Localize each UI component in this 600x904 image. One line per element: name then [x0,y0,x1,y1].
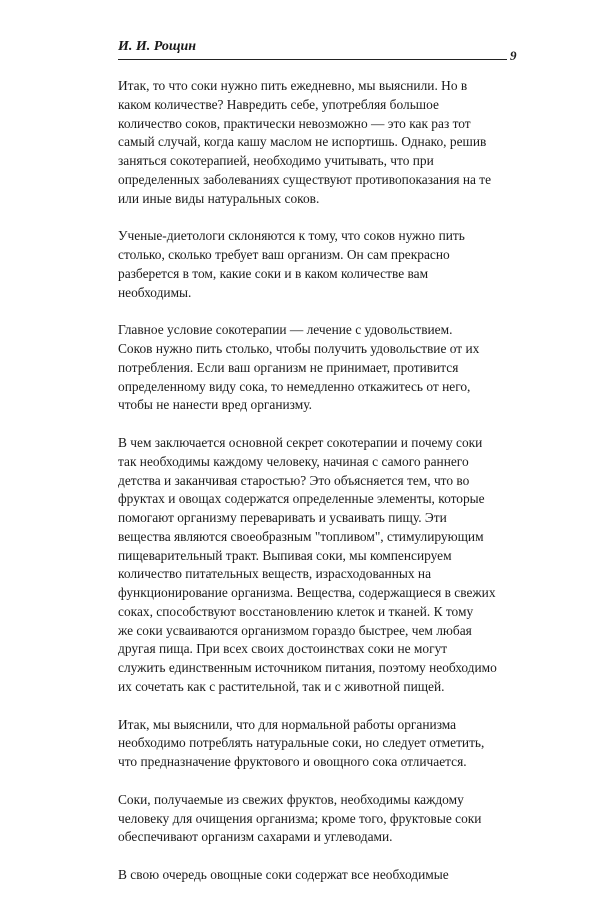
text-line: пищеварительный тракт. Выпивая соки, мы компенсируем [118,547,452,563]
header-rule [118,59,507,60]
text-line: детства и заканчивая старостью? Это объясняется тем, что во [118,472,470,488]
body-text [118,77,497,904]
paragraph-5 [118,716,485,772]
text-line: обеспечивают организм сахарами и углеводами. [118,829,393,845]
text-line: Итак, мы выяснили, что для нормальной работы организма [118,716,457,732]
text-line: количество питательных веществ, израсходованных на [118,566,432,582]
text-line: разберется в том, какие соки и в каком количестве вам [118,265,429,281]
paragraph-3 [118,321,478,415]
text-line: так необходимы каждому человеку, начиная с самого раннего [118,453,469,469]
text-line: Соков нужно пить столько, чтобы получить удовольствие от их [118,341,480,356]
text-line: потребления. Если ваш организм не принимает, противится [118,359,459,375]
text-line: же соки усваиваются организмом гораздо быстрее, чем любая [118,622,472,638]
text-line: количество соков, практически невозможно — это как раз тот [118,115,471,131]
text-line: определенных заболеваниях существуют противопоказания на те [118,171,492,187]
text-line: фруктах и овощах содержатся определенные элементы, которые [118,491,485,507]
text-line: Ученые-диетологи склоняются к тому, что соков нужно пить [118,228,465,244]
text-line: другая пища. При всех своих достоинствах соки не могут [118,641,448,657]
text-line: В свою очередь овощные соки содержат все необходимые [118,867,449,882]
text-line: В чем заключается основной секрет сокотерапии и почему соки [118,435,483,450]
text-line: необходимо потреблять натуральные соки, но следует отметить, [118,735,485,751]
text-line: заняться сокотерапией, необходимо учитывать, что при [118,153,434,168]
text-line: помогают организму переваривать и усваивать пищу. Эти [118,510,447,525]
text-line: определенному виду сока, то немедленно откажитесь от него, [118,378,471,394]
text-line: Итак, то что соки нужно пить ежедневно, мы выяснили. Но в [118,78,468,93]
text-line: каком количестве? Навредить себе, употребляя большое [118,96,439,112]
paragraph-7 [118,866,478,885]
running-header [118,34,518,62]
text-line: самый случай, когда кашу маслом не испортишь. Однако, решив [118,134,487,150]
text-line: их сочетать как с растительной, так и с животной пищей. [118,678,445,694]
text-line: служить единственным источником питания, поэтому необходимо [118,660,497,675]
text-line: соках, способствуют восстановлению клеток и тканей. К тому [118,603,474,619]
text-line: вещества являются своеобразным "топливом", стимулирующим [118,528,484,544]
text-line: Главное условие сокотерапии — лечение с удовольствием. [118,322,453,338]
paragraph-1 [118,77,492,208]
paragraph-2 [118,227,478,302]
paragraph-6 [118,791,482,847]
text-line: чтобы не нанести вред организму. [118,397,312,413]
text-line: или иные виды натуральных соков. [118,190,320,206]
text-line: функционирование организма. Вещества, содержащиеся в свежих [118,585,496,600]
paragraph-4 [118,434,497,697]
author-name: И. И. Рощин [118,39,197,54]
text-line: столько, сколько требует ваш организм. Он сам прекрасно [118,247,450,262]
text-line: Соки, получаемые из свежих фруктов, необходимы каждому [118,791,464,807]
text-line: человеку для очищения организма; кроме того, фруктовые соки [118,810,482,826]
page-number: 9 [510,48,517,63]
text-line: необходимы. [118,284,192,300]
text-line: что предназначение фруктового и овощного сока отличается. [118,754,467,769]
